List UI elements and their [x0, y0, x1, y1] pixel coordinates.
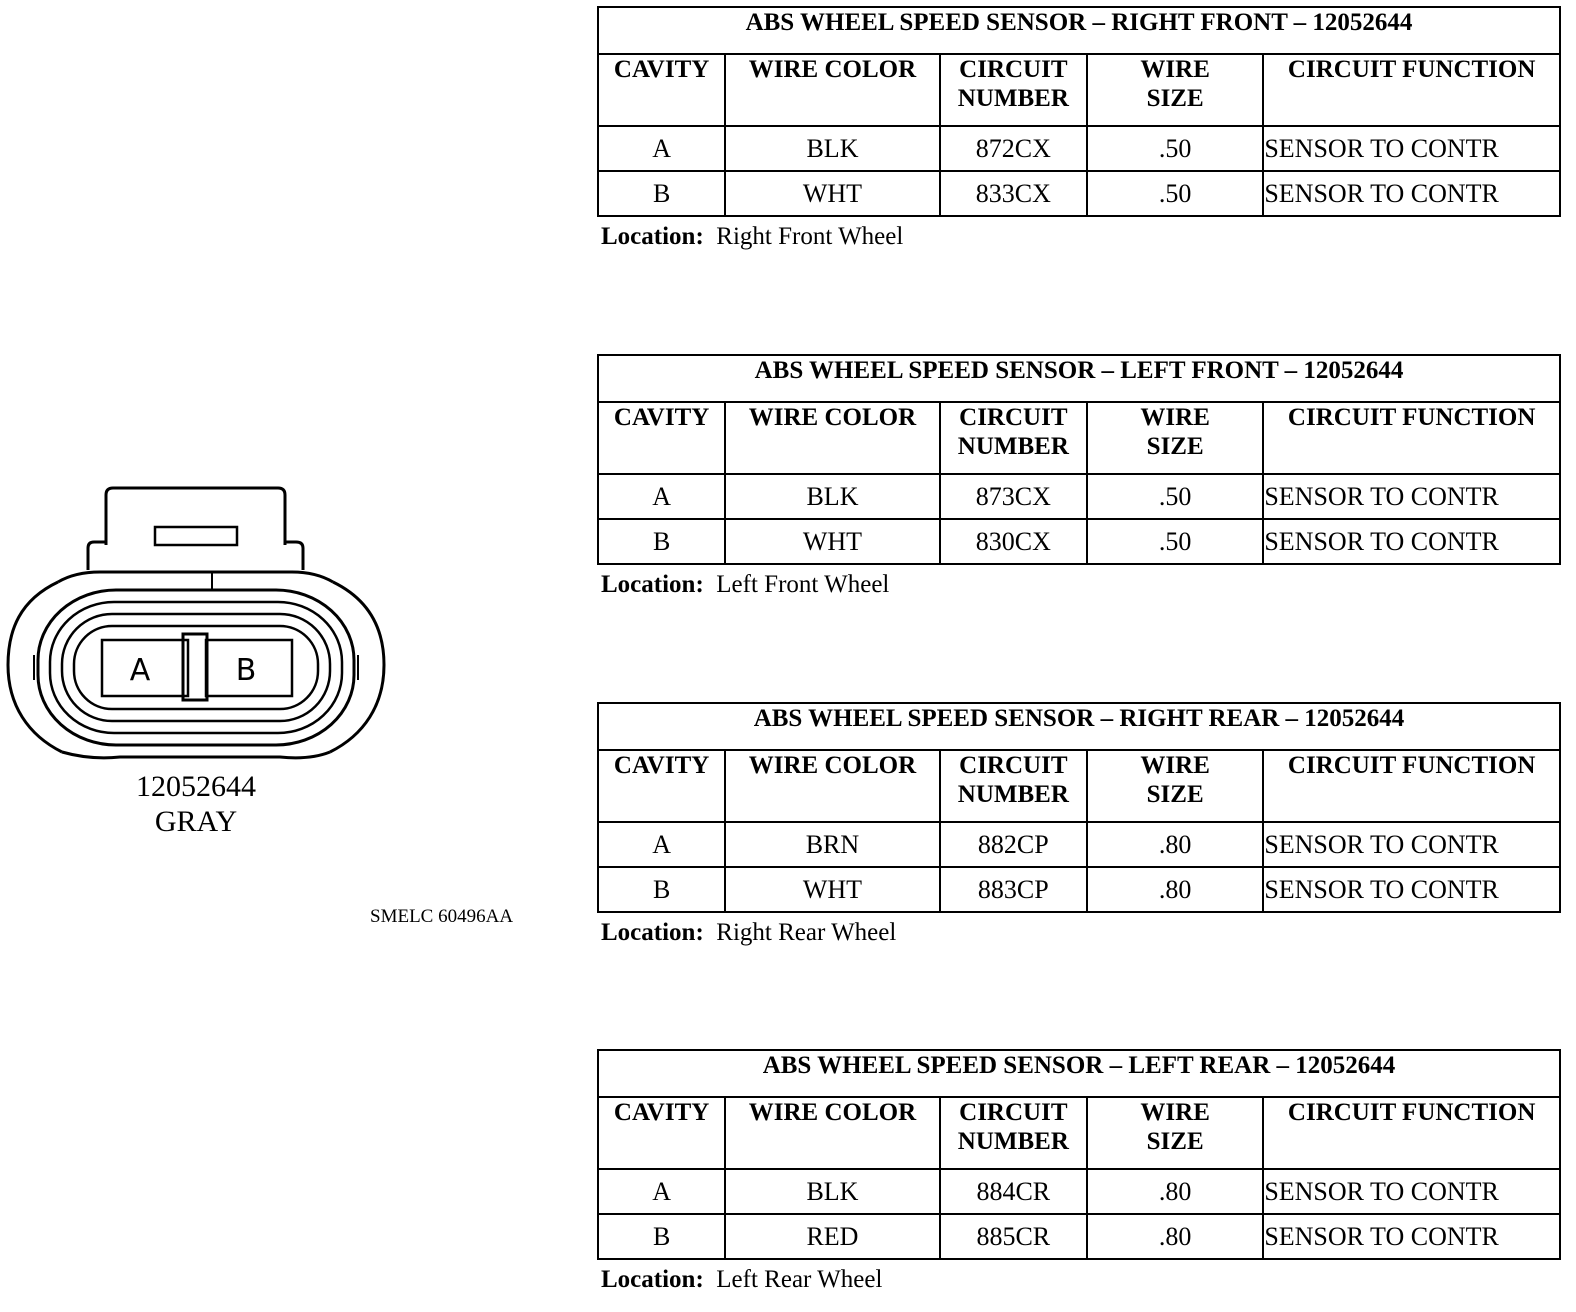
location-line [597, 919, 1561, 947]
cell-circuit-number: 883CP [940, 867, 1087, 912]
cell-cavity: B [598, 519, 725, 564]
pinout-table-right-front [597, 6, 1561, 251]
cell-circuit-number: 885CR [940, 1214, 1087, 1259]
header-wire-size-line2: SIZE [1146, 85, 1204, 112]
location-value: Left Rear Wheel [716, 1266, 883, 1293]
location-label: Location: [601, 571, 704, 598]
header-wire-size-line1: WIRE [1140, 1099, 1210, 1126]
header-wire-color: WIRE COLOR [725, 402, 939, 474]
pinout-table [597, 1049, 1561, 1260]
location-line [597, 571, 1561, 599]
table-row [598, 126, 1560, 171]
cell-wire-color: RED [725, 1214, 939, 1259]
connector-part-number: 12052644 [136, 770, 256, 803]
cell-wire-size: .50 [1087, 126, 1263, 171]
cell-wire-size: .80 [1087, 1214, 1263, 1259]
header-wire-size [1087, 402, 1263, 474]
cell-cavity: A [598, 126, 725, 171]
cell-circuit-number: 833CX [940, 171, 1087, 216]
location-value: Left Front Wheel [716, 571, 890, 598]
header-wire-size-line1: WIRE [1140, 752, 1210, 779]
table-row [598, 474, 1560, 519]
table-row [598, 822, 1560, 867]
header-wire-size [1087, 750, 1263, 822]
cell-wire-size: .50 [1087, 474, 1263, 519]
location-value: Right Front Wheel [716, 223, 904, 250]
cell-wire-color: BLK [725, 126, 939, 171]
cell-wire-color: BRN [725, 822, 939, 867]
cell-circuit-number: 882CP [940, 822, 1087, 867]
cell-circuit-function: SENSOR TO CONTR [1263, 1169, 1560, 1214]
cell-cavity: A [598, 474, 725, 519]
header-wire-size [1087, 54, 1263, 126]
cell-wire-size: .50 [1087, 171, 1263, 216]
cell-circuit-function: SENSOR TO CONTR [1263, 474, 1560, 519]
cell-cavity: B [598, 171, 725, 216]
table-row [598, 171, 1560, 216]
header-wire-size-line1: WIRE [1140, 56, 1210, 83]
cell-wire-size: .80 [1087, 822, 1263, 867]
cell-wire-color: WHT [725, 171, 939, 216]
header-circuit-number-line2: NUMBER [957, 433, 1069, 460]
cell-circuit-function: SENSOR TO CONTR [1263, 171, 1560, 216]
header-wire-size-line2: SIZE [1146, 433, 1204, 460]
table-title: ABS WHEEL SPEED SENSOR – RIGHT REAR – 12052644 [598, 703, 1560, 750]
cell-cavity: A [598, 1169, 725, 1214]
connector-diagram [0, 480, 400, 770]
header-circuit-number-line1: CIRCUIT [959, 56, 1068, 83]
header-wire-size-line2: SIZE [1146, 1128, 1204, 1155]
cavity-label-b: B [235, 653, 257, 688]
header-cavity: CAVITY [598, 1097, 725, 1169]
cell-wire-size: .80 [1087, 867, 1263, 912]
header-wire-size [1087, 1097, 1263, 1169]
header-circuit-number-line2: NUMBER [957, 85, 1069, 112]
header-cavity: CAVITY [598, 402, 725, 474]
location-value: Right Rear Wheel [716, 919, 897, 946]
header-wire-size-line1: WIRE [1140, 404, 1210, 431]
header-circuit-number [940, 402, 1087, 474]
pinout-table [597, 354, 1561, 565]
pinout-table-left-front [597, 354, 1561, 599]
header-circuit-function: CIRCUIT FUNCTION [1263, 54, 1560, 126]
header-circuit-number [940, 750, 1087, 822]
pinout-table-left-rear [597, 1049, 1561, 1294]
pinout-table [597, 702, 1561, 913]
pinout-table-right-rear [597, 702, 1561, 947]
cell-wire-color: BLK [725, 474, 939, 519]
table-title: ABS WHEEL SPEED SENSOR – LEFT REAR – 12052644 [598, 1050, 1560, 1097]
cell-cavity: B [598, 1214, 725, 1259]
table-row [598, 519, 1560, 564]
table-title: ABS WHEEL SPEED SENSOR – RIGHT FRONT – 12052644 [598, 7, 1560, 54]
header-circuit-number-line2: NUMBER [957, 781, 1069, 808]
header-cavity: CAVITY [598, 54, 725, 126]
cell-circuit-number: 830CX [940, 519, 1087, 564]
header-circuit-function: CIRCUIT FUNCTION [1263, 402, 1560, 474]
header-wire-color: WIRE COLOR [725, 750, 939, 822]
cell-circuit-function: SENSOR TO CONTR [1263, 867, 1560, 912]
header-wire-color: WIRE COLOR [725, 54, 939, 126]
pinout-table [597, 6, 1561, 217]
cell-circuit-function: SENSOR TO CONTR [1263, 822, 1560, 867]
header-circuit-number-line1: CIRCUIT [959, 1099, 1068, 1126]
header-circuit-function: CIRCUIT FUNCTION [1263, 750, 1560, 822]
figure-id: SMELC 60496AA [370, 906, 514, 927]
cell-circuit-number: 884CR [940, 1169, 1087, 1214]
connector-color: GRAY [154, 805, 238, 838]
header-circuit-number-line1: CIRCUIT [959, 752, 1068, 779]
header-circuit-function: CIRCUIT FUNCTION [1263, 1097, 1560, 1169]
cavity-label-a: A [129, 653, 151, 688]
header-circuit-number-line2: NUMBER [957, 1128, 1069, 1155]
cell-circuit-function: SENSOR TO CONTR [1263, 519, 1560, 564]
cell-wire-size: .50 [1087, 519, 1263, 564]
table-title: ABS WHEEL SPEED SENSOR – LEFT FRONT – 12052644 [598, 355, 1560, 402]
header-circuit-number [940, 1097, 1087, 1169]
cell-wire-color: BLK [725, 1169, 939, 1214]
header-cavity: CAVITY [598, 750, 725, 822]
header-wire-color: WIRE COLOR [725, 1097, 939, 1169]
table-row [598, 867, 1560, 912]
header-circuit-number [940, 54, 1087, 126]
cell-circuit-number: 873CX [940, 474, 1087, 519]
cell-cavity: A [598, 822, 725, 867]
cell-circuit-number: 872CX [940, 126, 1087, 171]
cell-circuit-function: SENSOR TO CONTR [1263, 1214, 1560, 1259]
location-label: Location: [601, 223, 704, 250]
cell-wire-color: WHT [725, 867, 939, 912]
cell-wire-color: WHT [725, 519, 939, 564]
cell-circuit-function: SENSOR TO CONTR [1263, 126, 1560, 171]
table-row [598, 1214, 1560, 1259]
header-circuit-number-line1: CIRCUIT [959, 404, 1068, 431]
location-line [597, 1266, 1561, 1294]
table-row [598, 1169, 1560, 1214]
location-line [597, 223, 1561, 251]
location-label: Location: [601, 1266, 704, 1293]
cell-cavity: B [598, 867, 725, 912]
header-wire-size-line2: SIZE [1146, 781, 1204, 808]
cell-wire-size: .80 [1087, 1169, 1263, 1214]
location-label: Location: [601, 919, 704, 946]
